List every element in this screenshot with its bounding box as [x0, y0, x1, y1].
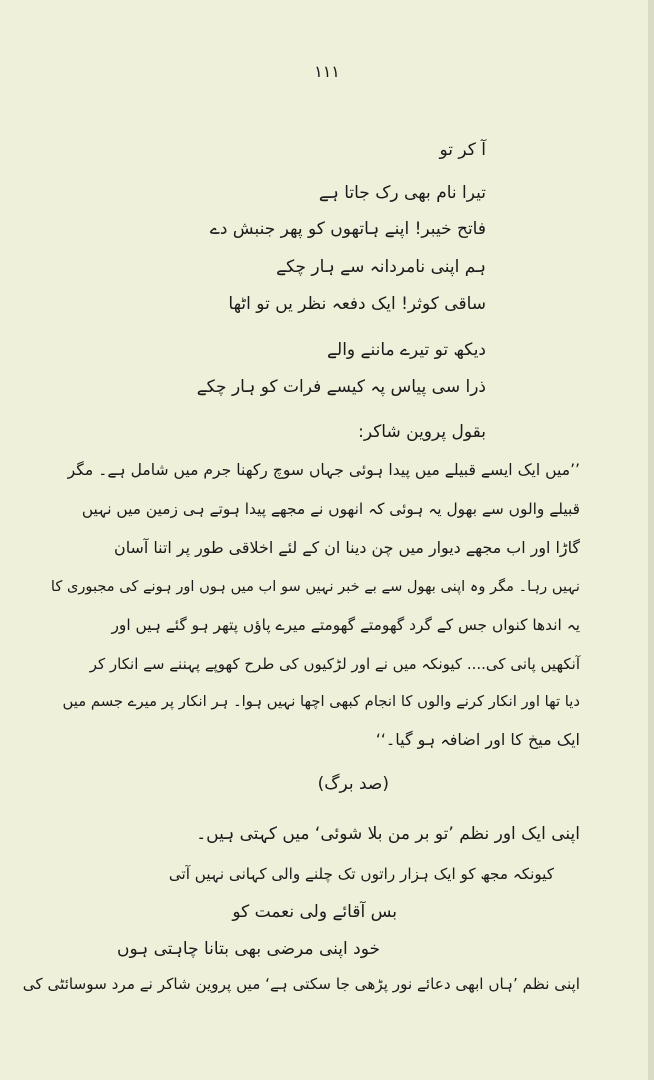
poem-line: آ کر تو [439, 140, 486, 160]
poem-line: تیرا نام بھی رک جاتا ہے [318, 183, 486, 203]
quote-line: ’’میں ایک ایسے قبیلے میں پیدا ہوئی جہاں سوچ رکھنا جرم میں شامل ہے۔ مگر [67, 461, 580, 479]
poem-line: ہم اپنی نامردانہ سے ہار چکے [276, 257, 486, 277]
quote-line: گاڑا اور اب مجھے دیوار میں چن دینا ان کے لئے اخلاقی طور پر اتنا آسان [114, 538, 580, 557]
quote-line: یہ اندھا کنواں جس کے گرد گھومتے گھومتے میرے پاؤں پتھر ہو گئے ہیں اور [111, 616, 580, 634]
quote-line: دیا تھا اور انکار کرنے والوں کا انجام کبھی اچھا نہیں ہوا۔ ہر انکار پر میرے جسم میں [62, 693, 580, 710]
quote-line: ایک میخ کا اور اضافہ ہو گیا۔‘‘ [375, 730, 580, 749]
closing-line: اپنی نظم ’ہاں ابھی دعائے نور پڑھی جا سکتی ہے‘ میں پروین شاکر نے مرد سوسائٹی کی [22, 975, 580, 993]
poem-line: ذرا سی پیاس پہ کیسے فرات کو ہار چکے [196, 377, 486, 397]
verse-line: بس آقائے ولی نعمت کو [232, 902, 397, 922]
verse-line: خود اپنی مرضی بھی بتانا چاہتی ہوں [117, 939, 380, 959]
source-title: (صد برگ) [317, 774, 389, 794]
attribution: بقول پروین شاکر: [358, 422, 486, 442]
poem-line: فاتح خیبر! اپنے ہاتھوں کو پھر جنبش دے [209, 219, 486, 239]
quote-line: نہیں رہا۔ مگر وہ اپنی بھول سے بے خبر نہیں سو اب میں ہوں اور ہونے کی مجبوری کا [50, 578, 580, 595]
poem-line: ساقی کوثر! ایک دفعہ نظر یں تو اٹھا [228, 294, 486, 314]
poem-line: دیکھ تو تیرے ماننے والے [327, 340, 486, 360]
verse-line: کیونکہ مجھ کو ایک ہزار راتوں تک چلنے والی کہانی نہیں آتی [168, 865, 554, 883]
followup-intro: اپنی ایک اور نظم ’تو بر من بلا شوئی‘ میں کہتی ہیں۔ [196, 824, 580, 844]
page-number: ۱۱۱ [314, 62, 340, 81]
quote-line: آنکھیں پانی کی.... کیونکہ میں نے اور لڑکیوں کی طرح کھوپے پہننے سے انکار کر [89, 655, 580, 673]
page-edge [648, 0, 654, 1080]
quote-line: قبیلے والوں سے بھول یہ ہوئی کہ انھوں نے مجھے پیدا ہوتے ہی زمین میں نہیں [81, 500, 580, 518]
